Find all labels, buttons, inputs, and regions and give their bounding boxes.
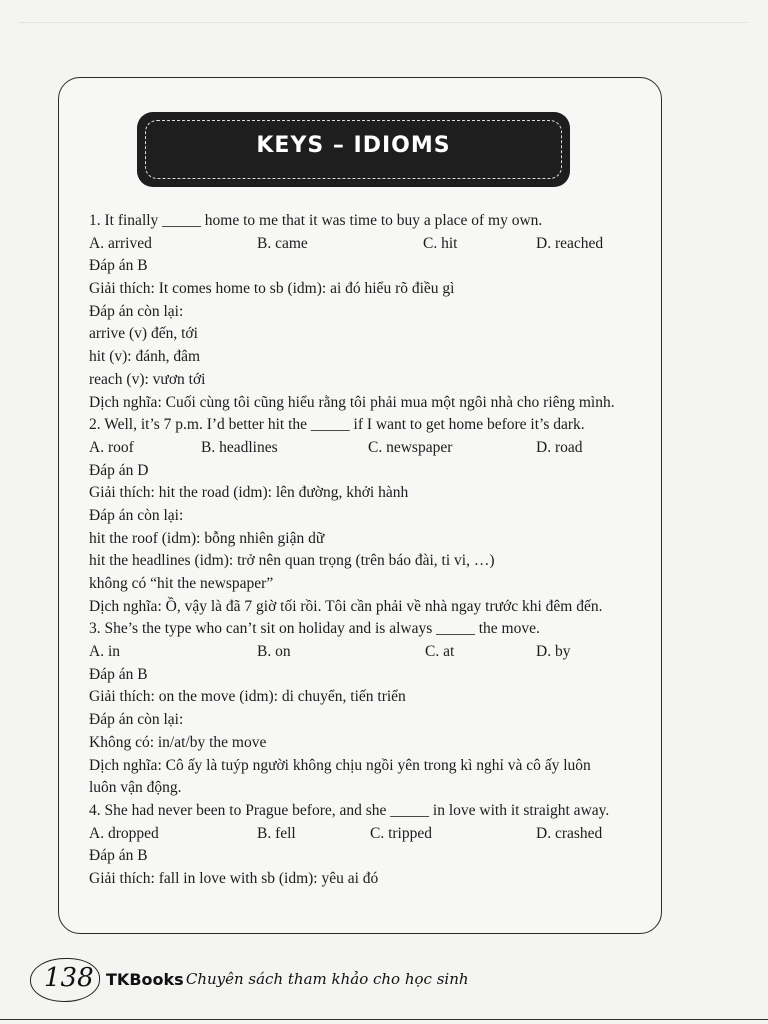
- option-d: D. reached: [536, 234, 604, 252]
- explanation-line: Giải thích: hit the road (idm): lên đường, khởi hành: [89, 484, 409, 502]
- answer-key-content: [89, 210, 649, 891]
- page-number: 138: [44, 963, 94, 993]
- option-a: A. in: [89, 643, 120, 661]
- option-a: A. dropped: [89, 824, 159, 842]
- translation-line: Dịch nghĩa: Ồ, vậy là đã 7 giờ tối rồi. Tôi cần phải về nhà ngay trước khi đêm đến.: [89, 597, 603, 615]
- option-a: A. roof: [89, 438, 134, 456]
- option-d: D. road: [536, 438, 583, 456]
- brand-tagline: - Chuyên sách tham khảo cho học sinh: [176, 970, 469, 988]
- other-answer: hit the headlines (idm): trở nên quan trọng (trên báo đài, ti vi, …): [89, 552, 495, 570]
- page-title: KEYS – IDIOMS: [256, 133, 451, 158]
- answer-line: Đáp án B: [89, 847, 148, 865]
- other-answer: hit the roof (idm): bỗng nhiên giận dữ: [89, 529, 325, 547]
- explanation-line: Giải thích: fall in love with sb (idm): yêu ai đó: [89, 869, 379, 887]
- page-footer: [30, 958, 730, 1003]
- options-row: [89, 641, 649, 664]
- answer-line: Đáp án B: [89, 257, 148, 275]
- bottom-rule: [0, 1019, 768, 1020]
- answer-line: Đáp án D: [89, 461, 149, 479]
- others-heading: Đáp án còn lại:: [89, 302, 184, 320]
- brand-name: TKBooks: [106, 970, 184, 989]
- option-b: B. on: [257, 643, 291, 661]
- question-text: 1. It finally _____ home to me that it was time to buy a place of my own.: [89, 212, 543, 229]
- option-b: B. fell: [257, 824, 296, 842]
- scan-artifact: [20, 22, 748, 24]
- other-answer: không có “hit the newspaper”: [89, 575, 274, 592]
- translation-line: luôn vận động.: [89, 779, 182, 797]
- option-c: C. tripped: [370, 824, 432, 842]
- option-d: D. by: [536, 643, 571, 661]
- option-d: D. crashed: [536, 824, 603, 842]
- others-heading: Đáp án còn lại:: [89, 506, 184, 524]
- options-row: [89, 437, 649, 460]
- question-text: 2. Well, it’s 7 p.m. I’d better hit the _____ if I want to get home before it’s dark.: [89, 416, 585, 434]
- option-c: C. at: [425, 643, 455, 661]
- question-text: 3. She’s the type who can’t sit on holiday and is always _____ the move.: [89, 620, 540, 638]
- others-heading: Đáp án còn lại:: [89, 711, 184, 729]
- translation-line: Dịch nghĩa: Cô ấy là tuýp người không chịu ngồi yên trong kì nghỉ và cô ấy luôn: [89, 756, 591, 774]
- other-answer: hit (v): đánh, đâm: [89, 348, 201, 366]
- other-answer: Không có: in/at/by the move: [89, 733, 267, 751]
- option-c: C. hit: [423, 234, 458, 252]
- options-row: [89, 823, 649, 846]
- option-b: B. headlines: [201, 438, 278, 456]
- option-c: C. newspaper: [368, 438, 453, 456]
- explanation-line: Giải thích: It comes home to sb (idm): ai đó hiểu rõ điều gì: [89, 280, 455, 298]
- answer-line: Đáp án B: [89, 665, 148, 683]
- title-banner: [137, 112, 570, 187]
- explanation-line: Giải thích: on the move (idm): di chuyển, tiến triển: [89, 688, 406, 706]
- options-row: [89, 233, 649, 256]
- translation-line: Dịch nghĩa: Cuối cùng tôi cũng hiểu rằng tôi phải mua một ngôi nhà cho riêng mình.: [89, 393, 615, 411]
- other-answer: arrive (v) đến, tới: [89, 325, 198, 343]
- other-answer: reach (v): vươn tới: [89, 370, 206, 388]
- question-text: 4. She had never been to Prague before, and she _____ in love with it straight away.: [89, 801, 610, 819]
- option-b: B. came: [257, 234, 308, 252]
- option-a: A. arrived: [89, 234, 152, 252]
